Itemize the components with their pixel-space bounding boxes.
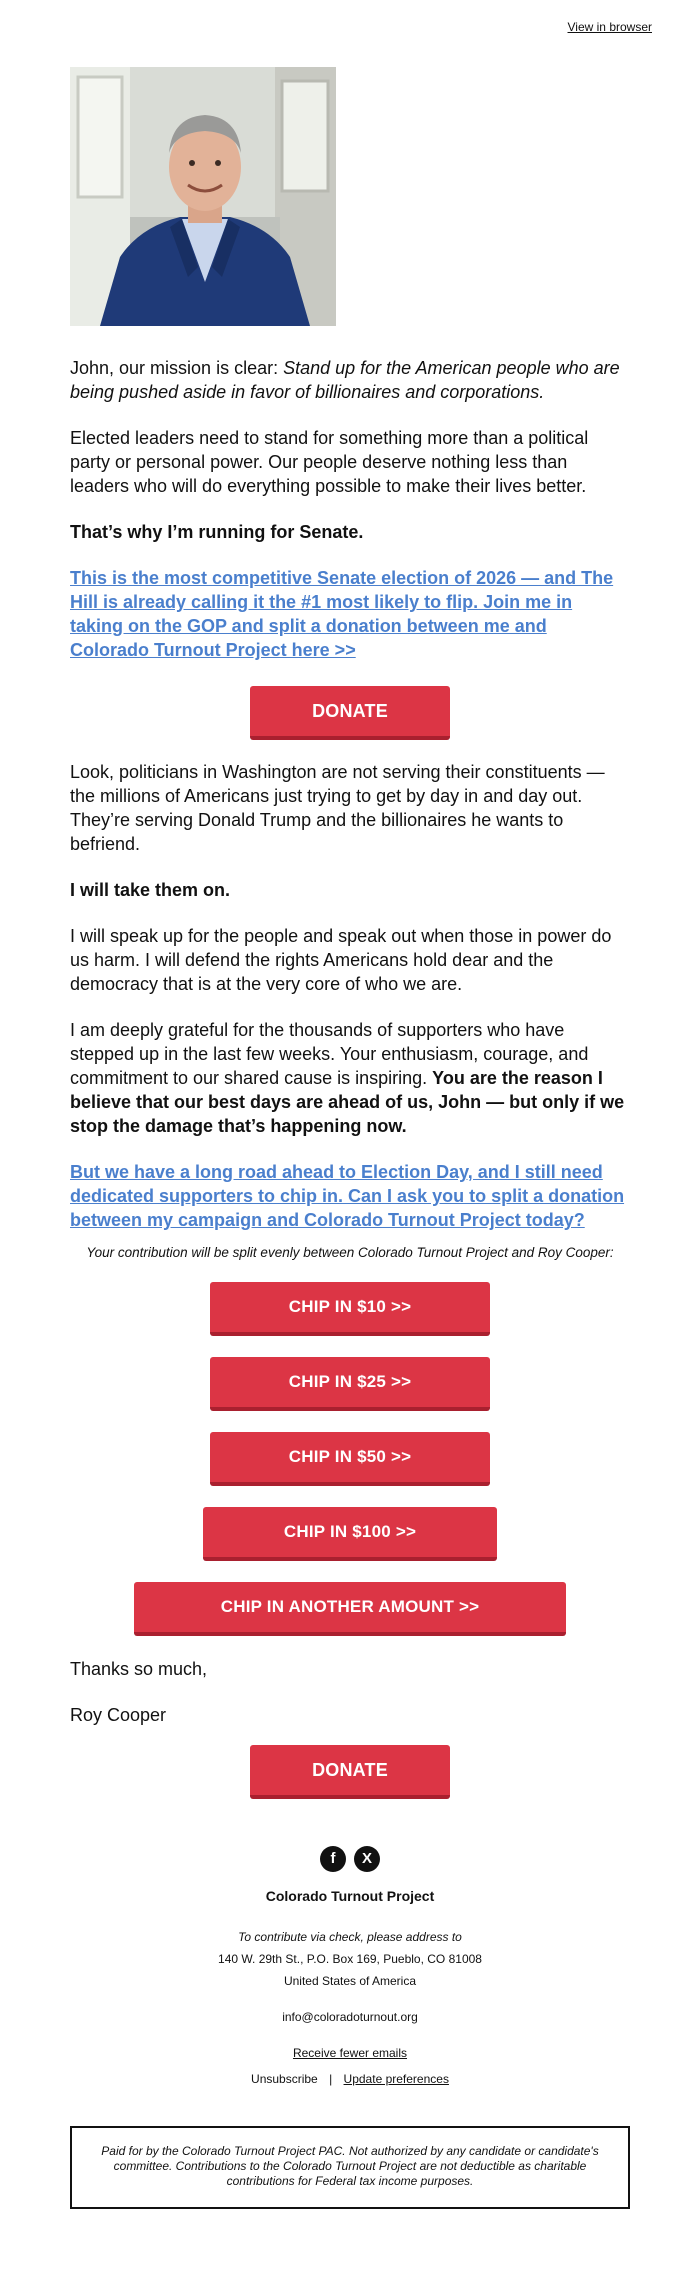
candidate-photo	[70, 67, 336, 326]
chip-in-link[interactable]: But we have a long road ahead to Election Day, and I still need dedicated supporters to chip in. Can I ask you to split a donation between my campaign and Colorado Turnout Project today?	[70, 1162, 625, 1230]
split-note: Your contribution will be split evenly between Colorado Turnout Project and Roy Cooper:	[86, 1245, 614, 1260]
washington-paragraph: Look, politicians in Washington are not serving their constituents — the millions of Americans just trying to get by day in and day out. They’re serving Donald Trump and the billionaires he wants to befriend.	[70, 762, 605, 854]
unsubscribe-link[interactable]: Unsubscribe	[251, 2072, 318, 2086]
candidate-photo-graphic	[70, 67, 336, 326]
take-them-on-heading: I will take them on.	[70, 880, 231, 900]
intro-paragraph	[70, 356, 630, 404]
separator: |	[329, 2072, 333, 2086]
intro-italic-text: Stand up for the American people who are being pushed aside in favor of billionaires and corporations.	[70, 358, 620, 402]
view-in-browser-link[interactable]: View in browser	[567, 20, 652, 34]
chip-in-50-button[interactable]: CHIP IN $50 >>	[210, 1432, 490, 1486]
social-links	[70, 1846, 630, 1872]
receive-fewer-emails-link[interactable]: Receive fewer emails	[292, 2046, 408, 2060]
x-twitter-icon[interactable]: X	[354, 1846, 380, 1872]
donate-button-2[interactable]: DONATE	[250, 1745, 450, 1799]
email-body	[70, 356, 630, 1799]
country: United States of America	[283, 1974, 417, 1988]
leaders-paragraph: Elected leaders need to stand for something more than a political party or personal power. Our people deserve nothing less than leaders who will do everything possible to make their lives better.	[70, 428, 589, 496]
facebook-icon[interactable]: f	[320, 1846, 346, 1872]
running-for-senate-heading: That’s why I’m running for Senate.	[70, 522, 364, 542]
org-name: Colorado Turnout Project	[265, 1888, 435, 1904]
contact-email[interactable]: info@coloradoturnout.org	[282, 2010, 418, 2024]
chip-in-25-button[interactable]: CHIP IN $25 >>	[210, 1357, 490, 1411]
chip-in-other-amount-button[interactable]: CHIP IN ANOTHER AMOUNT >>	[134, 1582, 566, 1636]
mailing-address: 140 W. 29th St., P.O. Box 169, Pueblo, CO 81008	[218, 1952, 482, 1966]
thanks-text: Thanks so much,	[70, 1659, 208, 1679]
footer	[70, 1846, 630, 2090]
update-preferences-link[interactable]: Update preferences	[343, 2072, 449, 2086]
grateful-bold-text: You are the reason I believe that our best days are ahead of us, John — but only if we stop the damage that’s happening now.	[70, 1068, 625, 1136]
chip-in-10-button[interactable]: CHIP IN $10 >>	[210, 1282, 490, 1336]
chip-in-100-button[interactable]: CHIP IN $100 >>	[203, 1507, 497, 1561]
paid-for-disclaimer: Paid for by the Colorado Turnout Project PAC. Not authorized by any candidate or candidate's committee. Contributions to the Colorado Turnout Project are not deductible as charitable contributions for Federal tax income purposes.	[70, 2126, 630, 2209]
check-note: To contribute via check, please address to	[238, 1930, 462, 1944]
grateful-text: I am deeply grateful for the thousands of supporters who have stepped up in the last few weeks. Your enthusiasm, courage, and commitment to our shared cause is inspiring.	[70, 1020, 589, 1088]
intro-text: John, our mission is clear:	[70, 358, 284, 378]
speak-up-paragraph: I will speak up for the people and speak out when those in power do us harm. I will defend the rights Americans hold dear and the democracy that is at the very core of who we are.	[70, 926, 612, 994]
chip-in-buttons	[70, 1282, 630, 1636]
signature: Roy Cooper	[70, 1705, 167, 1725]
grateful-paragraph	[70, 1018, 630, 1138]
donate-button[interactable]: DONATE	[250, 686, 450, 740]
split-donation-link[interactable]: This is the most competitive Senate election of 2026 — and The Hill is already calling it the #1 most likely to flip. Join me in taking on the GOP and split a donation between me and Colorado Turnout Project here >>	[70, 568, 614, 660]
